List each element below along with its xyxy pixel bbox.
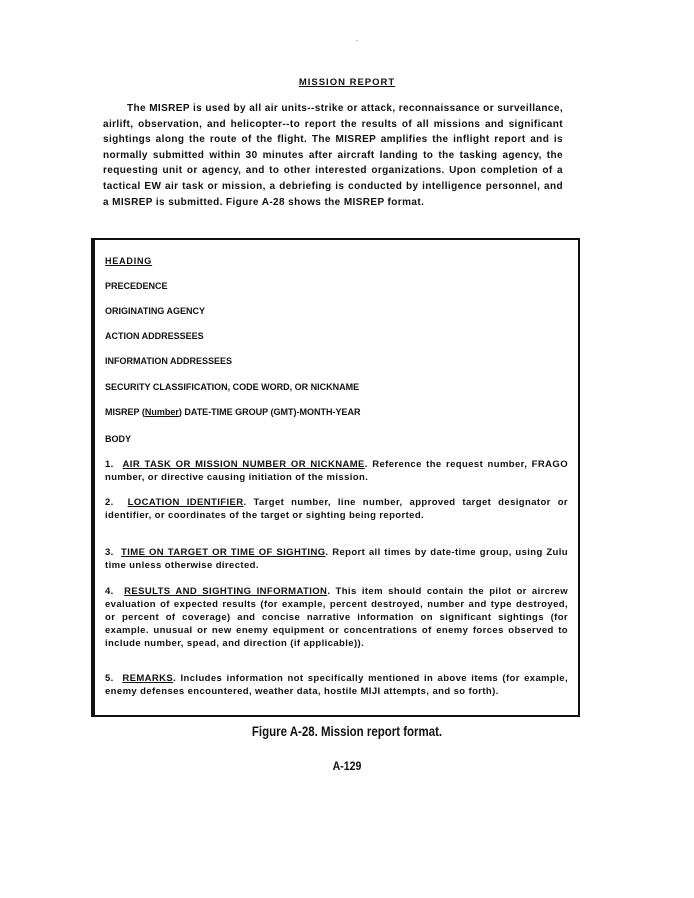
intro-paragraph bbox=[103, 101, 563, 210]
scan-speck: - bbox=[356, 38, 359, 45]
page-title: MISSION REPORT bbox=[298, 77, 396, 88]
heading-label: HEADING bbox=[105, 256, 153, 266]
misrep-number: Number bbox=[144, 407, 179, 417]
item-title: TIME ON TARGET OR TIME OF SIGHTING bbox=[121, 547, 326, 558]
action-addressees-label: ACTION ADDRESSEES bbox=[105, 331, 204, 341]
body-item-5: 5. REMARKS. Includes information not specifically mentioned in above items (for example, enemy defenses encountered, weather data, hostile MIJI attempts, and so forth). bbox=[105, 673, 568, 697]
item-title: RESULTS AND SIGHTING INFORMATION bbox=[124, 586, 328, 597]
item-title: LOCATION IDENTIFIER bbox=[127, 497, 244, 508]
item-title: REMARKS bbox=[122, 673, 174, 684]
page-number: A-129 bbox=[332, 759, 362, 773]
figure-caption: Figure A-28. Mission report format. bbox=[251, 724, 443, 739]
misrep-format-box bbox=[91, 238, 580, 717]
body-item-3: 3. TIME ON TARGET OR TIME OF SIGHTING. Report all times by date-time group, using Zulu time unless otherwise directed. bbox=[105, 547, 569, 571]
misrep-suffix: ) DATE-TIME GROUP (GMT)-MONTH-YEAR bbox=[178, 407, 361, 417]
security-classification-label: SECURITY CLASSIFICATION, CODE WORD, OR NICKNAME bbox=[105, 382, 360, 392]
intro-text: The MISREP is used by all air units--strike or attack, reconnaissance or surveillance, airlift, observation, and helicopter--to report the results of all missions and significant sightings along the route of the flight. The MISREP amplifies the inflight report and is normally submitted within 30 minutes after aircraft landing to the tasking agency, the requesting unit or agency, and to other interested organizations. Upon completion of a tactical EW air task or mission, a debriefing is conducted by intelligence personnel, and a MISREP is submitted. Figure A-28 shows the MISREP format. bbox=[103, 103, 563, 208]
body-item-4: 4. RESULTS AND SIGHTING INFORMATION. This item should contain the pilot or aircrew evaluation of expected results (for example, percent destroyed, number and type destroyed, or percent of coverage) and concise narrative information on significant sightings (for example. unusual or new enemy equipment or concentrations of enemy forces observed to include number, spead, and direction (if applicable)). bbox=[105, 586, 568, 649]
originating-agency-label: ORIGINATING AGENCY bbox=[105, 306, 206, 316]
information-addressees-label: INFORMATION ADDRESSEES bbox=[105, 356, 233, 366]
precedence-label: PRECEDENCE bbox=[105, 281, 168, 291]
body-item-2: 2. LOCATION IDENTIFIER. Target number, line number, approved target designator or identifier, or coordinates of the target or sighting being reported. bbox=[105, 497, 568, 521]
item-title: AIR TASK OR MISSION NUMBER OR NICKNAME bbox=[122, 459, 365, 470]
misrep-line bbox=[105, 407, 361, 417]
body-label: BODY bbox=[105, 434, 132, 444]
body-item-1: 1. AIR TASK OR MISSION NUMBER OR NICKNAME. Reference the request number, FRAGO number, or directive causing initiation of the mission. bbox=[105, 459, 568, 483]
misrep-prefix: MISREP ( bbox=[105, 407, 145, 417]
